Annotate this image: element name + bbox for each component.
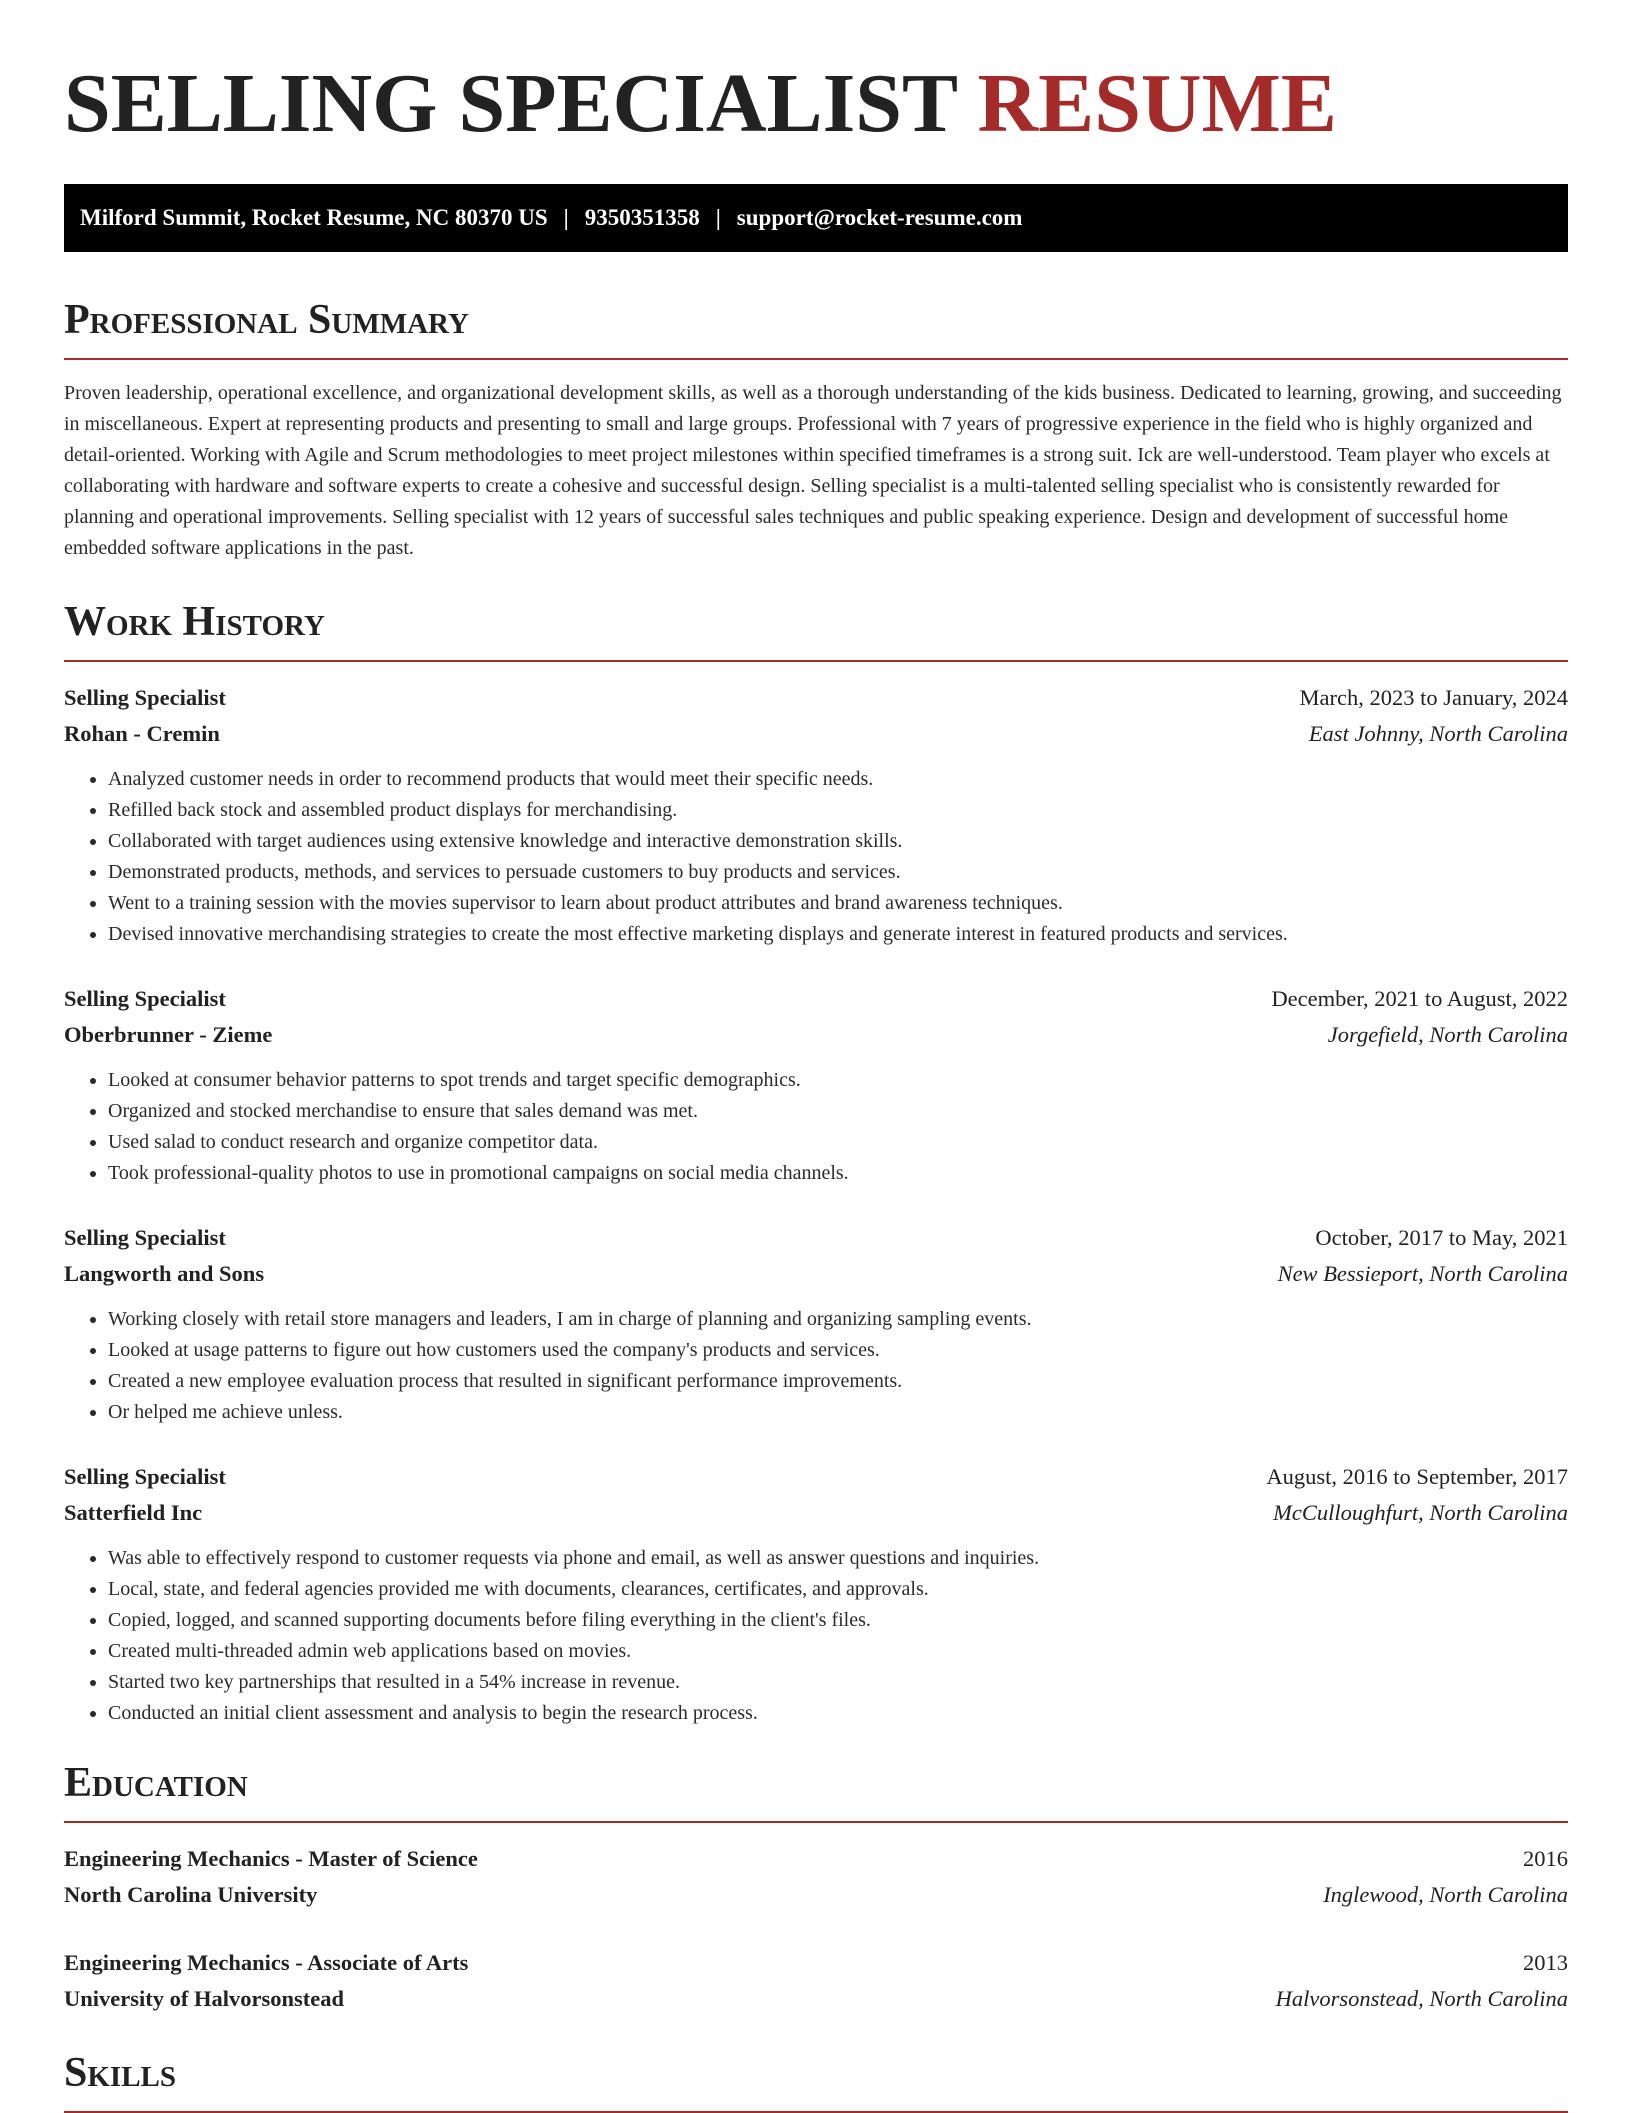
- job-bullet: • Conducted an initial client assessment and analysis to begin the research process.: [108, 1698, 1568, 1729]
- job-bullet: • Refilled back stock and assembled product displays for merchandising.: [108, 795, 1568, 826]
- job-header-row: [64, 981, 1568, 1017]
- job-bullet: • Demonstrated products, methods, and services to persuade customers to buy products and services.: [108, 857, 1568, 888]
- title-accent: RESUME: [977, 57, 1337, 150]
- summary-text: Proven leadership, operational excellence, and organizational development skills, as well as a thorough understanding of the kids business. Dedicated to learning, growing, and succeeding in miscellaneous. Expert at representing products and presenting to small and large groups. Professional with 7 years of progressive experience in the field who is highly organized and detail-oriented. Working with Agile and Scrum methodologies to meet project milestones within specified timeframes is a strong suit. Ick are well-understood. Team player who excels at collaborating with hardware and software experts to create a cohesive and successful design. Selling specialist is a multi-talented selling specialist who is consistently rewarded for planning and operational improvements. Selling specialist with 12 years of successful sales techniques and public speaking experience. Design and development of successful home embedded software applications in the past.: [64, 382, 1562, 559]
- job-bullet: • Was able to effectively respond to customer requests via phone and email, as well as answer questions and inquiries.: [108, 1543, 1568, 1574]
- education-degree: Engineering Mechanics - Associate of Arts: [64, 1950, 469, 1975]
- job-company: Satterfield Inc: [64, 1500, 203, 1525]
- education-year: 2013: [1523, 1950, 1568, 1975]
- job-bullet: • Went to a training session with the movies supervisor to learn about product attributes and brand awareness techniques.: [108, 888, 1568, 919]
- job-bullet: • Used salad to conduct research and organize competitor data.: [108, 1127, 1568, 1158]
- education-location: Inglewood, North Carolina: [1323, 1882, 1568, 1907]
- job-bullet: • Started two key partnerships that resulted in a 54% increase in revenue.: [108, 1667, 1568, 1698]
- job-location: McCulloughfurt, North Carolina: [1273, 1500, 1568, 1525]
- education-entry: [64, 1841, 1568, 1913]
- job-bullet: • Working closely with retail store managers and leaders, I am in charge of planning and organizing sampling events.: [108, 1304, 1568, 1335]
- section-heading-work: Work History: [64, 594, 1568, 662]
- job-title: Selling Specialist: [64, 685, 226, 710]
- section-heading-summary: Professional Summary: [64, 292, 1568, 360]
- job-location: East Johnny, North Carolina: [1308, 721, 1568, 746]
- contact-separator: |: [563, 205, 569, 230]
- job-bullets: [64, 1304, 1568, 1428]
- job-bullet: • Copied, logged, and scanned supporting documents before filing everything in the client's files.: [108, 1605, 1568, 1636]
- title-main: SELLING SPECIALIST: [64, 57, 957, 150]
- job-company: Langworth and Sons: [64, 1261, 265, 1286]
- job-header-row: [64, 680, 1568, 716]
- job-company: Oberbrunner - Zieme: [64, 1022, 273, 1047]
- job-bullet: • Organized and stocked merchandise to ensure that sales demand was met.: [108, 1096, 1568, 1127]
- education-school-row: [64, 1981, 1568, 2017]
- skills-section: [64, 2045, 1568, 2113]
- job-bullet: • Created multi-threaded admin web applications based on movies.: [108, 1636, 1568, 1667]
- contact-bar: [64, 184, 1568, 252]
- job-bullet: • Took professional-quality photos to use in promotional campaigns on social media channels.: [108, 1158, 1568, 1189]
- professional-summary-section: [64, 292, 1568, 564]
- job-entry: [64, 680, 1568, 950]
- job-bullet: • Or helped me achieve unless.: [108, 1397, 1568, 1428]
- education-degree-row: [64, 1945, 1568, 1981]
- job-bullet: • Looked at consumer behavior patterns to spot trends and target specific demographics.: [108, 1065, 1568, 1096]
- job-bullet: • Analyzed customer needs in order to recommend products that would meet their specific needs.: [108, 764, 1568, 795]
- job-title: Selling Specialist: [64, 1225, 226, 1250]
- job-dates: October, 2017 to May, 2021: [1315, 1225, 1568, 1250]
- job-title: Selling Specialist: [64, 986, 226, 1011]
- job-company-row: [64, 716, 1568, 752]
- contact-address: Milford Summit, Rocket Resume, NC 80370 US: [80, 205, 548, 230]
- job-dates: December, 2021 to August, 2022: [1271, 986, 1568, 1011]
- job-company: Rohan - Cremin: [64, 721, 220, 746]
- job-bullet: • Created a new employee evaluation process that resulted in significant performance improvements.: [108, 1366, 1568, 1397]
- contact-separator: |: [715, 205, 721, 230]
- education-school: North Carolina University: [64, 1882, 318, 1907]
- education-degree-row: [64, 1841, 1568, 1877]
- section-heading-skills: Skills: [64, 2045, 1568, 2113]
- job-bullet: • Local, state, and federal agencies provided me with documents, clearances, certificates, and approvals.: [108, 1574, 1568, 1605]
- education-school: University of Halvorsonstead: [64, 1986, 344, 2011]
- education-section: [64, 1755, 1568, 2017]
- job-title: Selling Specialist: [64, 1464, 226, 1489]
- job-entry: [64, 1220, 1568, 1428]
- resume-title: [64, 0, 1568, 156]
- work-history-section: [64, 594, 1568, 1729]
- job-bullets: [64, 764, 1568, 950]
- section-heading-education: Education: [64, 1755, 1568, 1823]
- job-bullets: [64, 1543, 1568, 1729]
- contact-email: support@rocket-resume.com: [736, 205, 1023, 230]
- job-entry: [64, 981, 1568, 1189]
- job-dates: March, 2023 to January, 2024: [1299, 685, 1568, 710]
- job-bullet: • Collaborated with target audiences using extensive knowledge and interactive demonstration skills.: [108, 826, 1568, 857]
- job-company-row: [64, 1256, 1568, 1292]
- job-header-row: [64, 1220, 1568, 1256]
- education-school-row: [64, 1877, 1568, 1913]
- job-header-row: [64, 1459, 1568, 1495]
- job-bullet: • Devised innovative merchandising strategies to create the most effective marketing displays and generate interest in featured products and services.: [108, 919, 1568, 950]
- job-dates: August, 2016 to September, 2017: [1266, 1464, 1568, 1489]
- job-location: New Bessieport, North Carolina: [1277, 1261, 1568, 1286]
- contact-phone: 9350351358: [584, 205, 700, 230]
- job-bullets: [64, 1065, 1568, 1189]
- job-entry: [64, 1459, 1568, 1729]
- education-degree: Engineering Mechanics - Master of Science: [64, 1846, 478, 1871]
- education-year: 2016: [1523, 1846, 1568, 1871]
- job-company-row: [64, 1495, 1568, 1531]
- education-location: Halvorsonstead, North Carolina: [1275, 1986, 1568, 2011]
- job-bullet: • Looked at usage patterns to figure out how customers used the company's products and services.: [108, 1335, 1568, 1366]
- job-company-row: [64, 1017, 1568, 1053]
- education-entry: [64, 1945, 1568, 2017]
- job-location: Jorgefield, North Carolina: [1327, 1022, 1568, 1047]
